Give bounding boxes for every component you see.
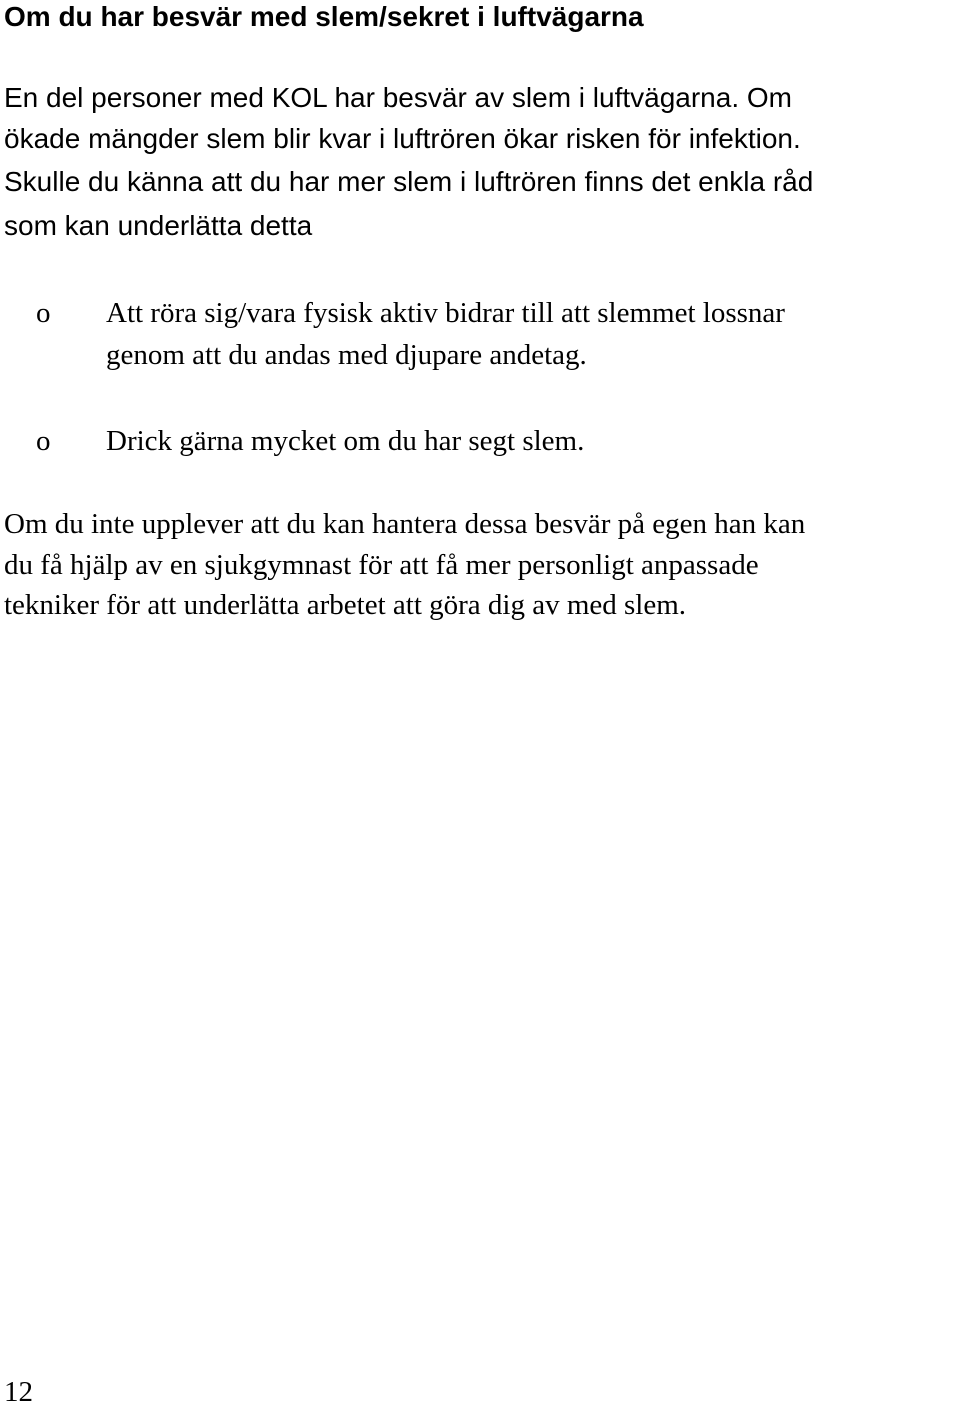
- closing-line: Om du inte upplever att du kan hantera dessa besvär på egen han kan: [4, 508, 806, 540]
- bullet-marker: o: [36, 297, 51, 329]
- page-number: 12: [4, 1376, 33, 1408]
- intro-line: som kan underlätta detta: [4, 210, 313, 241]
- intro-line: Skulle du känna att du har mer slem i luftrören finns det enkla råd: [4, 166, 814, 197]
- closing-line: tekniker för att underlätta arbetet att göra dig av med slem.: [4, 589, 687, 621]
- closing-line: du få hjälp av en sjukgymnast för att få mer personligt anpassade: [4, 549, 759, 581]
- list-item-text: Drick gärna mycket om du har segt slem.: [106, 425, 585, 457]
- bullet-marker: o: [36, 425, 51, 457]
- list-item-text: genom att du andas med djupare andetag.: [106, 339, 587, 371]
- list-item-text: Att röra sig/vara fysisk aktiv bidrar till att slemmet lossnar: [106, 297, 785, 329]
- intro-line: En del personer med KOL har besvär av slem i luftvägarna. Om: [4, 82, 792, 113]
- section-heading: Om du har besvär med slem/sekret i luftvägarna: [4, 1, 644, 32]
- intro-line: ökade mängder slem blir kvar i luftrören ökar risken för infektion.: [4, 123, 801, 154]
